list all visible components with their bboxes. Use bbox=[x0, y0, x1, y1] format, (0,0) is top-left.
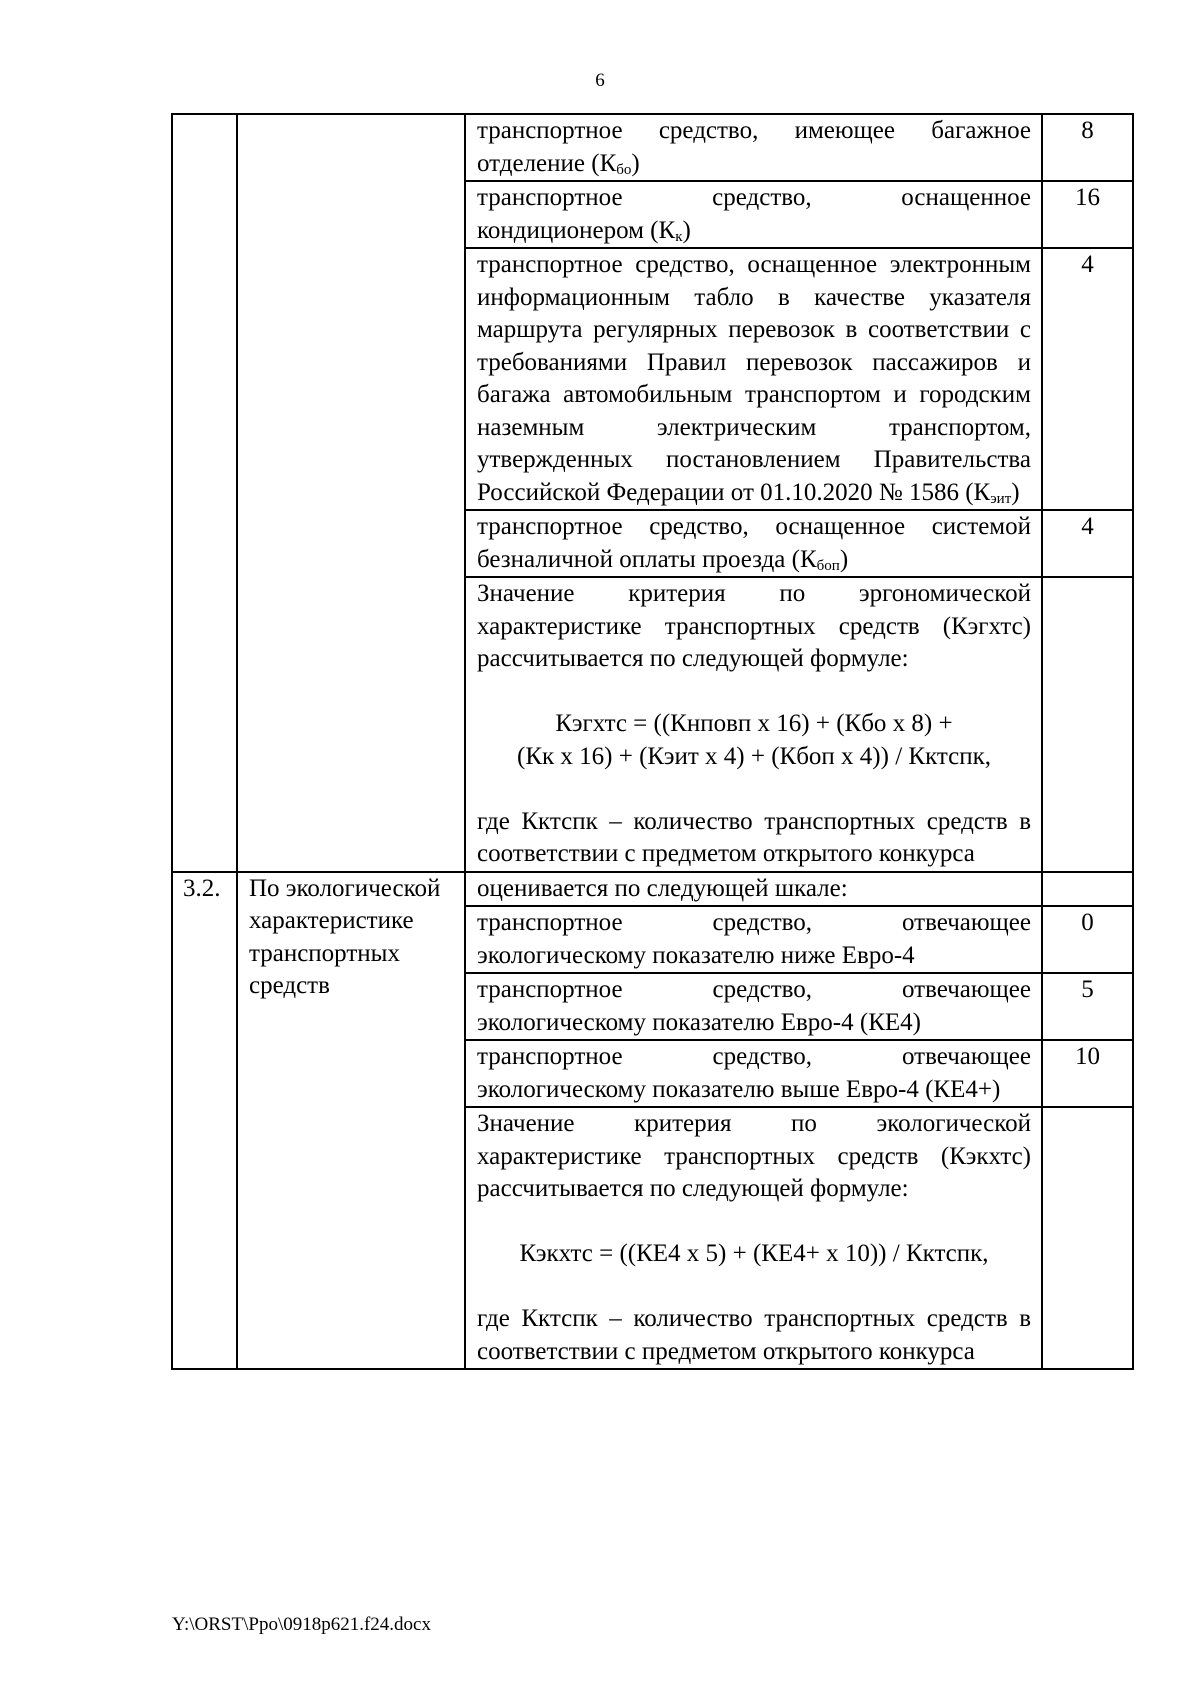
subscript: бо bbox=[616, 161, 632, 178]
criterion-name-cell bbox=[237, 114, 465, 872]
score-cell bbox=[1042, 1107, 1133, 1369]
formula-intro: Значение критерия по эргономической характеристике транспортных средств (Кэгхтс) рассчитывается по следующей формуле: bbox=[477, 580, 1031, 672]
subscript: боп bbox=[816, 557, 840, 574]
score-cell: 4 bbox=[1042, 510, 1133, 577]
description-cell: транспортное средство, оснащенное электронным информационным табло в качестве указателя маршрута регулярных перевозок в соответствии с требованиями Правил перевозок пассажиров и багажа автомобильным транспортом и городским наземным электрическим транспортом, утвержденных постановлением Правительства Российской Федерации от 01.10.2020 № 1586 $(К_{эит})$ bbox=[465, 248, 1042, 510]
score-cell: 5 bbox=[1042, 973, 1133, 1040]
description-text: транспортное средство, имеющее багажное отделение (К bbox=[477, 117, 1031, 177]
score-cell bbox=[1042, 577, 1133, 872]
description-cell: транспортное средство, отвечающее экологическому показателю Евро-4 (КЕ4) bbox=[465, 973, 1042, 1040]
score-cell: 0 bbox=[1042, 906, 1133, 973]
score-cell bbox=[1042, 872, 1133, 907]
description-cell: транспортное средство, оснащенное кондиционером $(К_к)$ bbox=[465, 181, 1042, 248]
table-row bbox=[172, 114, 1133, 181]
score-cell: 16 bbox=[1042, 181, 1133, 248]
description-cell: транспортное средство, имеющее багажное отделение $(К_{бо})$ bbox=[465, 114, 1042, 181]
formula-where: где Кктспк – количество транспортных средств в соответствии с предметом открытого конкурса bbox=[477, 1305, 1031, 1365]
formula-line: Кэгхтс = ((Кнповп x 16) + (Кбо x 8) + bbox=[555, 710, 953, 737]
formula-line: Кэкхтс = ((КЕ4 x 5) + (КЕ4+ x 10)) / Кктспк, bbox=[519, 1240, 989, 1267]
formula-description-cell bbox=[465, 577, 1042, 872]
footer-file-path: Y:\ORST\Ppo\0918p621.f24.docx bbox=[172, 1614, 431, 1635]
description-cell: транспортное средство, оснащенное системой безналичной оплаты проезда $(К_{боп})$ bbox=[465, 510, 1042, 577]
score-cell: 4 bbox=[1042, 248, 1133, 510]
table-row bbox=[172, 872, 1133, 907]
description-cell: оценивается по следующей шкале: bbox=[465, 872, 1042, 907]
description-text: транспортное средство, оснащенное кондиционером (К bbox=[477, 184, 1031, 244]
criteria-table bbox=[171, 113, 1134, 1370]
score-cell: 8 bbox=[1042, 114, 1133, 181]
formula-intro: Значение критерия по экологической характеристике транспортных средств (Кэкхтс) рассчитывается по следующей формуле: bbox=[477, 1110, 1031, 1202]
formula-description-cell bbox=[465, 1107, 1042, 1369]
criterion-name-cell: По экологической характеристике транспортных средств bbox=[237, 872, 465, 1370]
description-cell: транспортное средство, отвечающее экологическому показателю выше Евро-4 (КЕ4+) bbox=[465, 1040, 1042, 1107]
number-cell bbox=[172, 114, 237, 872]
subscript: к bbox=[675, 228, 683, 245]
page-number: 6 bbox=[595, 70, 605, 91]
description-text: транспортное средство, оснащенное системой безналичной оплаты проезда (К bbox=[477, 513, 1031, 573]
formula-line: (Кк x 16) + (Кэит x 4) + (Кбоп x 4)) / Кктспк, bbox=[517, 742, 991, 770]
description-text: транспортное средство, оснащенное электронным информационным табло в качестве указателя маршрута регулярных перевозок в соответствии с требованиями Правил перевозок пассажиров и багажа автомобильным транспортом и городским наземным электрическим транспортом, утвержденных постановлением Правительства Российской Федерации от 01.10.2020 № 1586 (К bbox=[477, 251, 1031, 506]
formula-where: где Кктспк – количество транспортных средств в соответствии с предметом открытого конкурса bbox=[477, 807, 1031, 867]
subscript: эит bbox=[990, 490, 1012, 507]
score-cell: 10 bbox=[1042, 1040, 1133, 1107]
description-cell: транспортное средство, отвечающее экологическому показателю ниже Евро-4 bbox=[465, 906, 1042, 973]
number-cell: 3.2. bbox=[172, 872, 237, 1370]
